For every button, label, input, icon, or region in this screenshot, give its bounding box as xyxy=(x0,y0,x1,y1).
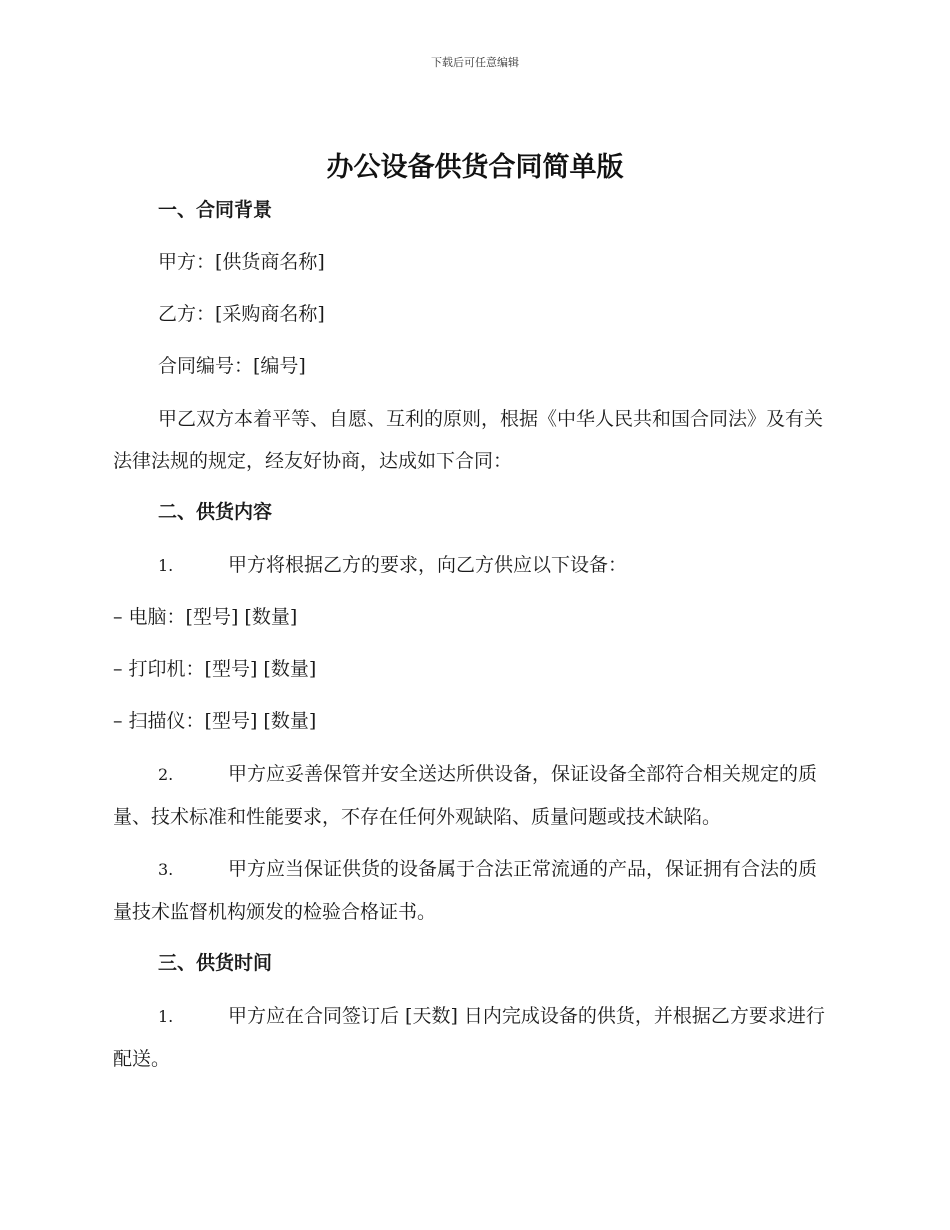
section-heading-supply-content: 二、供货内容 xyxy=(158,501,273,523)
supply-item-3 xyxy=(113,848,835,933)
intro-paragraph: 甲乙双方本着平等、自愿、互利的原则，根据《中华人民共和国合同法》及有关法律法规的规定，经友好协商，达成如下合同： xyxy=(113,408,824,472)
item-number: 2. xyxy=(158,765,174,784)
equipment-printer: – 打印机：[型号] [数量] xyxy=(113,658,317,680)
item-number: 1. xyxy=(158,1007,174,1026)
item-number: 3. xyxy=(158,860,174,879)
item-text: 甲方应妥善保管并安全送达所供设备，保证设备全部符合相关规定的质量、技术标准和性能要求，不存在任何外观缺陷、质量问题或技术缺陷。 xyxy=(113,763,818,828)
party-a-line: 甲方：[供货商名称] xyxy=(158,251,325,273)
item-text: 甲方应当保证供货的设备属于合法正常流通的产品，保证拥有合法的质量技术监督机构颁发的检验合格证书。 xyxy=(113,858,818,923)
item-text: 甲方将根据乙方的要求，向乙方供应以下设备： xyxy=(228,554,628,576)
contract-number-line: 合同编号：[编号] xyxy=(158,355,306,377)
document-body xyxy=(113,190,835,1090)
document-title: 办公设备供货合同简单版 xyxy=(326,152,624,183)
supply-item-1 xyxy=(113,544,835,587)
item-text: 甲方应在合同签订后 [天数] 日内完成设备的供货，并根据乙方要求进行配送。 xyxy=(113,1005,825,1070)
equipment-scanner: – 扫描仪：[型号] [数量] xyxy=(113,710,317,732)
item-number: 1. xyxy=(158,556,174,575)
time-item-1 xyxy=(113,995,835,1080)
supply-item-2 xyxy=(113,753,835,838)
section-heading-background: 一、合同背景 xyxy=(158,199,273,221)
equipment-computer: – 电脑：[型号] [数量] xyxy=(113,606,298,628)
header-note: 下载后可任意编辑 xyxy=(431,56,519,69)
section-heading-supply-time: 三、供货时间 xyxy=(158,952,273,974)
party-b-line: 乙方：[采购商名称] xyxy=(158,303,325,325)
